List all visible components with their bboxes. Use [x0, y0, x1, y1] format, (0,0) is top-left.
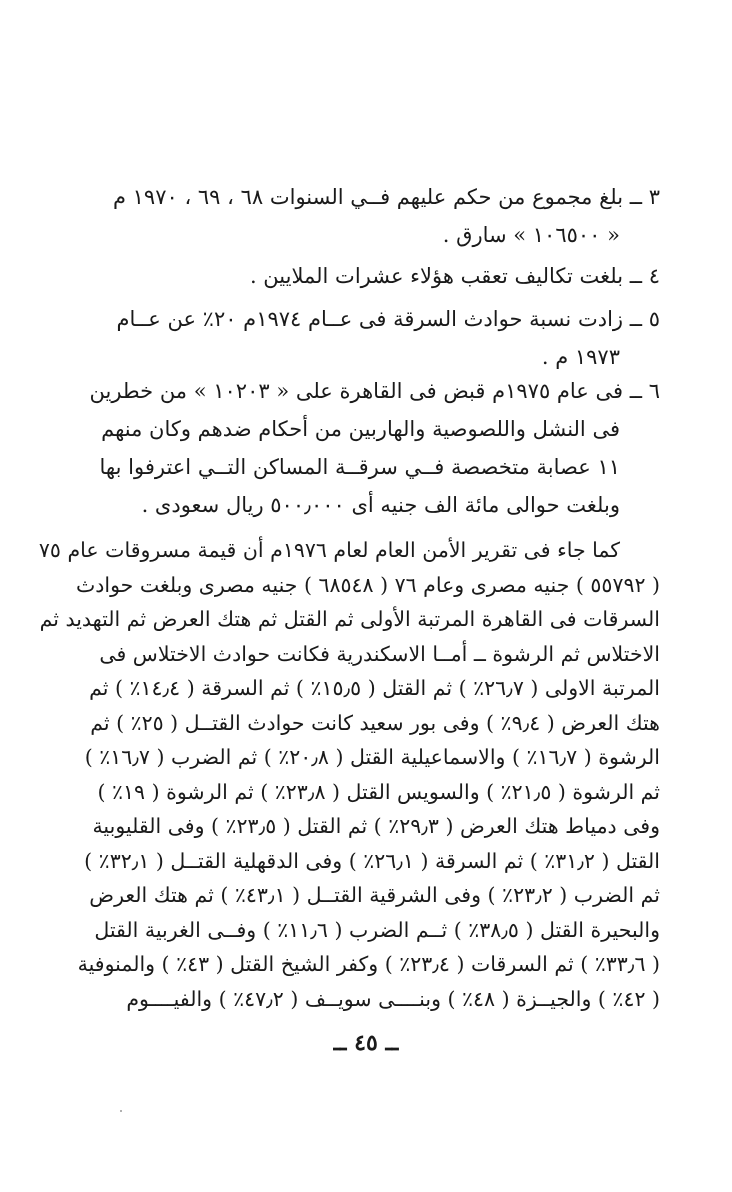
body-paragraph: [38, 533, 660, 1016]
list-item-line: ١٩٧٣ م .: [541, 345, 620, 369]
paragraph-line: الرشوة ( ١٦٫٧٪ ) والاسماعيلية القتل ( ٢٠٫٨٪ ) ثم الضرب ( ١٦٫٧٪ ): [84, 745, 660, 769]
list-item-line: ٣ ــ بلغ مجموع من حكم عليهم فــي السنوات ٦٨ ، ٦٩ ، ١٩٧٠ م: [112, 185, 660, 209]
paragraph-line: هتك العرض ( ٩٫٤٪ ) وفى بور سعيد كانت حوادث القتــل ( ٢٥٪ ) ثم: [90, 710, 660, 735]
list-item-4: [100, 257, 660, 295]
paragraph-line: ثم الرشوة ( ٢١٫٥٪ ) والسويس القتل ( ٢٣٫٨٪ ) ثم الرشوة ( ١٩٪ ): [97, 779, 660, 804]
list-item-6: [89, 372, 660, 524]
list-item-line: ٤ ــ بلغت تكاليف تعقب هؤلاء عشرات الملايين .: [249, 264, 660, 288]
list-item-line: فى النشل واللصوصية والهاربين من أحكام ضدهم وكان منهم: [101, 417, 620, 441]
list-item-line: ١١ عصابة متخصصة فــي سرقــة المساكن التــي اعترفوا بها: [99, 455, 620, 479]
list-item-line: « ١٠٦٥٠٠ » سارق .: [442, 223, 620, 247]
paragraph-line: ثم الضرب ( ٢٣٫٢٪ ) وفى الشرقية القتــل ( ٤٣٫١٪ ) ثم هتك العرض: [89, 883, 660, 907]
paragraph-line: القتل ( ٣١٫٢٪ ) ثم السرقة ( ٢٦٫١٪ ) وفى الدقهلية القتــل ( ٣٢٫١٪ ): [84, 848, 660, 873]
list-item-line: ٥ ــ زادت نسبة حوادث السرقة فى عــام ١٩٧٤م ٢٠٪ عن عــام: [116, 307, 660, 331]
list-item-5: [100, 300, 660, 376]
paragraph-line: المرتبة الاولى ( ٢٦٫٧٪ ) ثم القتل ( ١٥٫٥٪ ) ثم السرقة ( ١٤٫٤٪ ) ثم: [89, 676, 660, 700]
paragraph-line: السرقات فى القاهرة المرتبة الأولى ثم القتل ثم هتك العرض ثم التهديد ثم: [39, 607, 660, 631]
list-item-3: [100, 178, 660, 254]
paragraph-line: الاختلاس ثم الرشوة ــ أمــا الاسكندرية فكانت حوادث الاختلاس فى: [99, 641, 660, 666]
paragraph-line: ( ٣٣٫٦٪ ) ثم السرقات ( ٢٣٫٤٪ ) وكفر الشيخ القتل ( ٤٣٪ ) والمنوفية: [77, 952, 660, 976]
paragraph-line: وفى دمياط هتك العرض ( ٢٩٫٣٪ ) ثم القتل ( ٢٣٫٥٪ ) وفى القليوبية: [92, 814, 660, 838]
list-item-line: ٦ ــ فى عام ١٩٧٥م قبض فى القاهرة على « ١٠٢٠٣ » من خطرين: [89, 379, 660, 403]
page-number: ــ ٤٥ ــ: [333, 1030, 399, 1056]
paragraph-line: ( ٤٢٪ ) والجيــزة ( ٤٨٪ ) وبنــــى سويــف ( ٤٧٫٢٪ ) والفيــــوم: [126, 986, 660, 1011]
paragraph-line: ( ٥٥٧٩٢ ) جنيه مصرى وعام ٧٦ ( ٦٨٥٤٨ ) جنيه مصرى وبلغت حوادث: [75, 572, 660, 597]
paragraph-line: والبحيرة القتل ( ٣٨٫٥٪ ) ثــم الضرب ( ١١٫٦٪ ) وفــى الغربية القتل: [94, 917, 660, 942]
list-item-line: وبلغت حوالى مائة الف جنيه أى ٥٠٠٫٠٠٠ ريال سعودى .: [141, 493, 620, 517]
paragraph-line: كما جاء فى تقرير الأمن العام لعام ١٩٧٦م أن قيمة مسروقات عام ٧٥: [38, 538, 620, 562]
scan-speck: [120, 1110, 122, 1112]
